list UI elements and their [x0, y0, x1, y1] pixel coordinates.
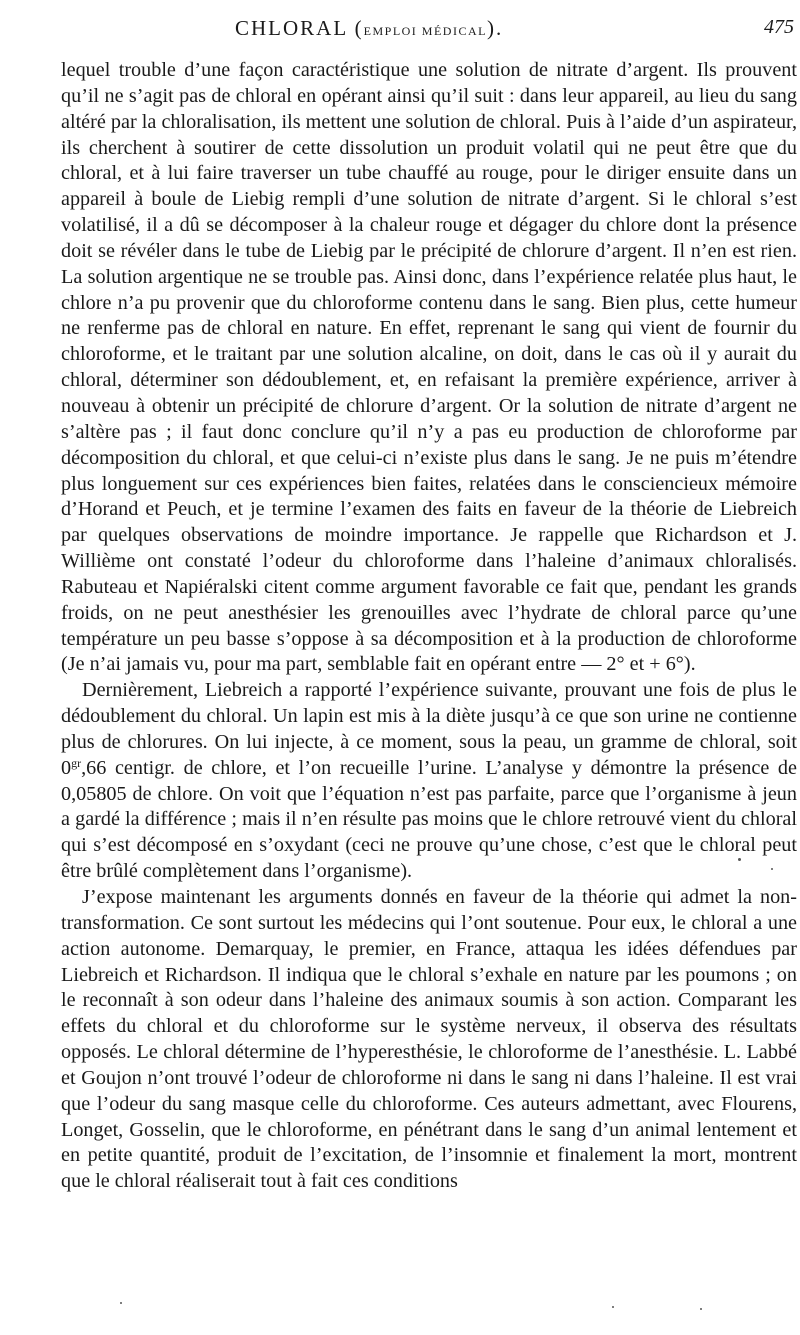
running-title-subtitle: EMPLOI MÉDICAL [363, 24, 487, 38]
paragraph-liebreich-experiment [61, 678, 797, 885]
print-speck [700, 1308, 702, 1310]
unit-superscript: gr [71, 755, 82, 770]
page-number: 475 [764, 16, 794, 38]
paragraph-text-after: ,66 centigr. de chlore, et l’on recueille l’urine. L’analyse y démontre la présence de 0,05805 de chlore. On voit que l’équation n’est pas parfaite, parce que l’organisme à jeun a gardé la différence ; mais il n’en résulte pas moins que le chlore retrouvé vient du chloral qui s’est décomposé en s’oxydant (ceci ne prouve qu’une chose, c’est que le chloral peut être brûlé complètement dans l’organisme). [61, 756, 797, 883]
body-text [61, 58, 797, 1195]
running-title [235, 16, 503, 41]
running-title-close: ). [486, 16, 504, 40]
paragraph-text-before: Dernièrement, Liebreich a rapporté l’expérience suivante, prouvant une fois de plus le dédoublement du chloral. Un lapin est mis à la diète jusqu’à ce que son urine ne contienne plus de chlorures. On lui injecte, à ce moment, sous la peau, un gramme de chloral, soit 0 [61, 679, 797, 779]
print-speck [771, 868, 773, 870]
print-speck [738, 858, 741, 861]
running-head [60, 14, 800, 42]
print-speck [612, 1306, 614, 1308]
print-speck [120, 1302, 122, 1304]
paragraph-continuation: lequel trouble d’une façon caractéristique une solution de nitrate d’argent. Ils prouvent qu’il ne s’agit pas de chloral en opérant ainsi qu’il suit : dans leur appareil, au lieu du sang altéré par la chloralisation, ils mettent une solution de chloral. Puis à l’aide d’un aspirateur, ils cherchent à soutirer de cette dissolution un produit volatil qui ne peut être que du chloral, et à lui faire traverser un tube chauffé au rouge, pour le diriger ensuite dans un appareil à boule de Liebig rempli d’une solution de nitrate d’argent. Si le chloral s’est volatilisé, il a dû se décomposer à la chaleur rouge et dégager du chlore dont la présence doit se révéler dans le tube de Liebig par le précipité de chlorure d’argent. Il n’en est rien. La solution argentique ne se trouble pas. Ainsi donc, dans l’expérience relatée plus haut, le chlore n’a pu provenir que du chloroforme contenu dans le sang. Bien plus, cette humeur ne renferme pas de chloral en nature. En effet, reprenant le sang qui vient de fournir du chloroforme, et le traitant par une solution alcaline, on doit, dans le cas où il y aurait du chloral, déterminer son dédoublement, et, en refaisant la première expérience, arriver à nouveau à obtenir un précipité de chlorure d’argent. Or la solution de nitrate d’argent ne s’altère pas ; il faut donc conclure qu’il n’y a pas eu production de chloroforme par décomposition du chloral, et que celui-ci n’existe plus dans le sang. Je ne puis m’étendre plus longuement sur ces expériences bien faites, relatées dans le consciencieux mémoire d’Horand et Peuch, et je termine l’examen des faits en faveur de la théorie de Liebreich par quelques observations de moindre importance. Je rappelle que Richardson et J. Willième ont constaté l’odeur du chloroforme dans l’haleine d’animaux chloralisés. Rabuteau et Napiéralski citent comme argument favorable ce fait que, pendant les grands froids, on ne peut anesthésier les grenouilles avec l’hydrate de chloral parce qu’une température un peu basse s’oppose à sa décomposition et à la production de chloroforme (Je n’ai jamais vu, pour ma part, semblable fait en opérant entre — 2° et + 6°). [61, 59, 797, 676]
paragraph-non-transformation: J’expose maintenant les arguments donnés en faveur de la théorie qui admet la non-transformation. Ce sont surtout les médecins qui l’ont soutenue. Pour eux, le chloral a une action autonome. Demarquay, le premier, en France, attaqua les idées défendues par Liebreich et Richardson. Il indiqua que le chloral s’exhale en nature par les poumons ; on le reconnaît à son odeur dans l’haleine des animaux soumis à son action. Comparant les effets du chloral et du chloroforme sur le système nerveux, il observa des résultats opposés. Le chloral détermine de l’hyperesthésie, le chloroforme de l’anesthésie. L. Labbé et Goujon n’ont trouvé l’odeur de chloroforme ni dans le sang ni dans l’haleine. Il est vrai que l’odeur du sang masque celle du chloroforme. Ces auteurs admettant, avec Flourens, Longet, Gosselin, que le chloroforme, en pénétrant dans le sang d’un animal lentement et en petite quantité, produit de l’excitation, de l’insomnie et finalement la mort, montrent que le chloral réaliserait tout à fait ces conditions [61, 886, 797, 1193]
running-title-main: CHLORAL ( [235, 16, 364, 40]
